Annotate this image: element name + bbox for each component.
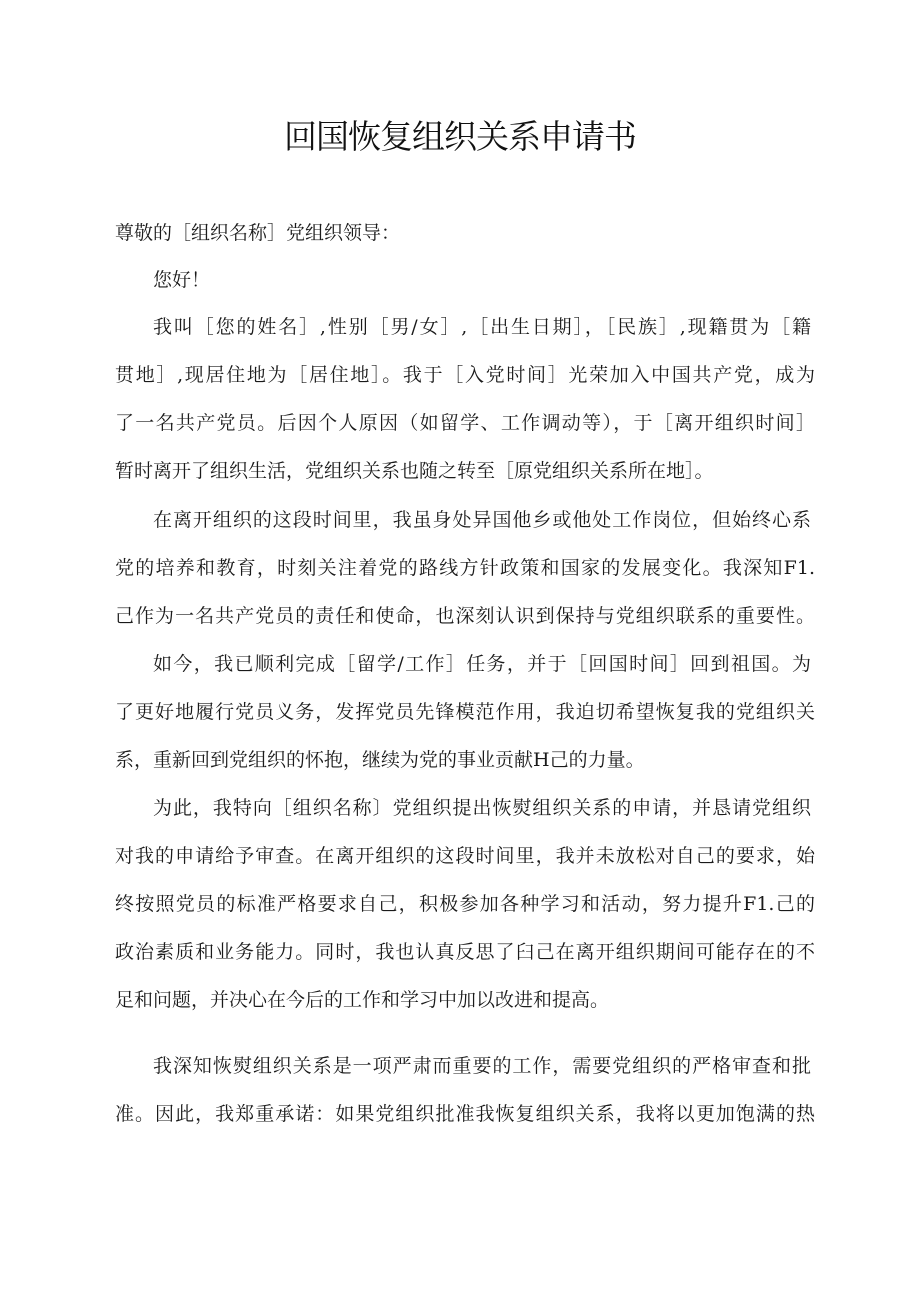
paragraph-line: 足和问题，并决心在今后的工作和学习中加以改进和提高。 [115,989,610,1011]
document-title: 回国恢复组织关系申请书 [284,117,636,156]
paragraph-line: 了一名共产党员。后因个人原因（如留学、工作调动等），于［离开组织时间］ [115,412,815,434]
paragraph-line: 己作为一名共产党员的责任和使命，也深刻认识到保持与党组织联系的重要性。 [115,605,815,627]
paragraph-line: 我叫［您的姓名］,性别［男/女］,［出生日期］，［民族］,现籍贯为［籍 [153,316,811,338]
paragraph-line: 暂时离开了组织生活，党组织关系也随之转至［原党组织关系所在地］。 [115,460,714,482]
paragraph-line: 为此，我特向［组织名称〕党组织提出恢熨组织关系的申请，并恳请党组织 [153,797,811,819]
greeting-line: 您好！ [153,269,211,291]
paragraph-line: 系，重新回到党组织的怀抱，继续为党的事业贡献H己的力量。 [115,749,645,771]
paragraph-line: 如今，我已顺利完成［留学/工作］任务，并于［回国时间］回到祖国。为 [153,653,811,675]
paragraph-line: 对我的申请给予审查。在离开组织的这段时间里，我并未放松对自己的要求，始 [115,845,815,867]
paragraph-line: 终按照党员的标准严格要求自己，积极参加各种学习和活动，努力提升F1.己的 [115,893,815,915]
paragraph-line: 我深知恢熨组织关系是一项严肃而重要的工作，需要党组织的严格审查和批 [153,1055,811,1077]
paragraph-line: 了更好地履行党员义务，发挥党员先锋模范作用，我迫切希望恢复我的党组织关 [115,701,815,723]
paragraph-line: 在离开组织的这段时间里，我虽身处异国他乡或他处工作岗位，但始终心系 [153,509,811,531]
paragraph-line: 准。因此，我郑重承诺：如果党组织批准我恢复组织关系，我将以更加饱满的热 [115,1103,815,1125]
salutation-line: 尊敬的［组织名称］党组织领导： [115,222,401,244]
paragraph-line: 党的培养和教育，时刻关注着党的路线方针政策和国家的发展变化。我深知F1. [115,557,815,579]
paragraph-line: 政治素质和业务能力。同时，我也认真反思了臼己在离开组织期间可能存在的不 [115,941,815,963]
paragraph-line: 贯地］,现居住地为［居住地］。我于［入党时间］光荣加入中国共产党，成为 [115,364,815,386]
